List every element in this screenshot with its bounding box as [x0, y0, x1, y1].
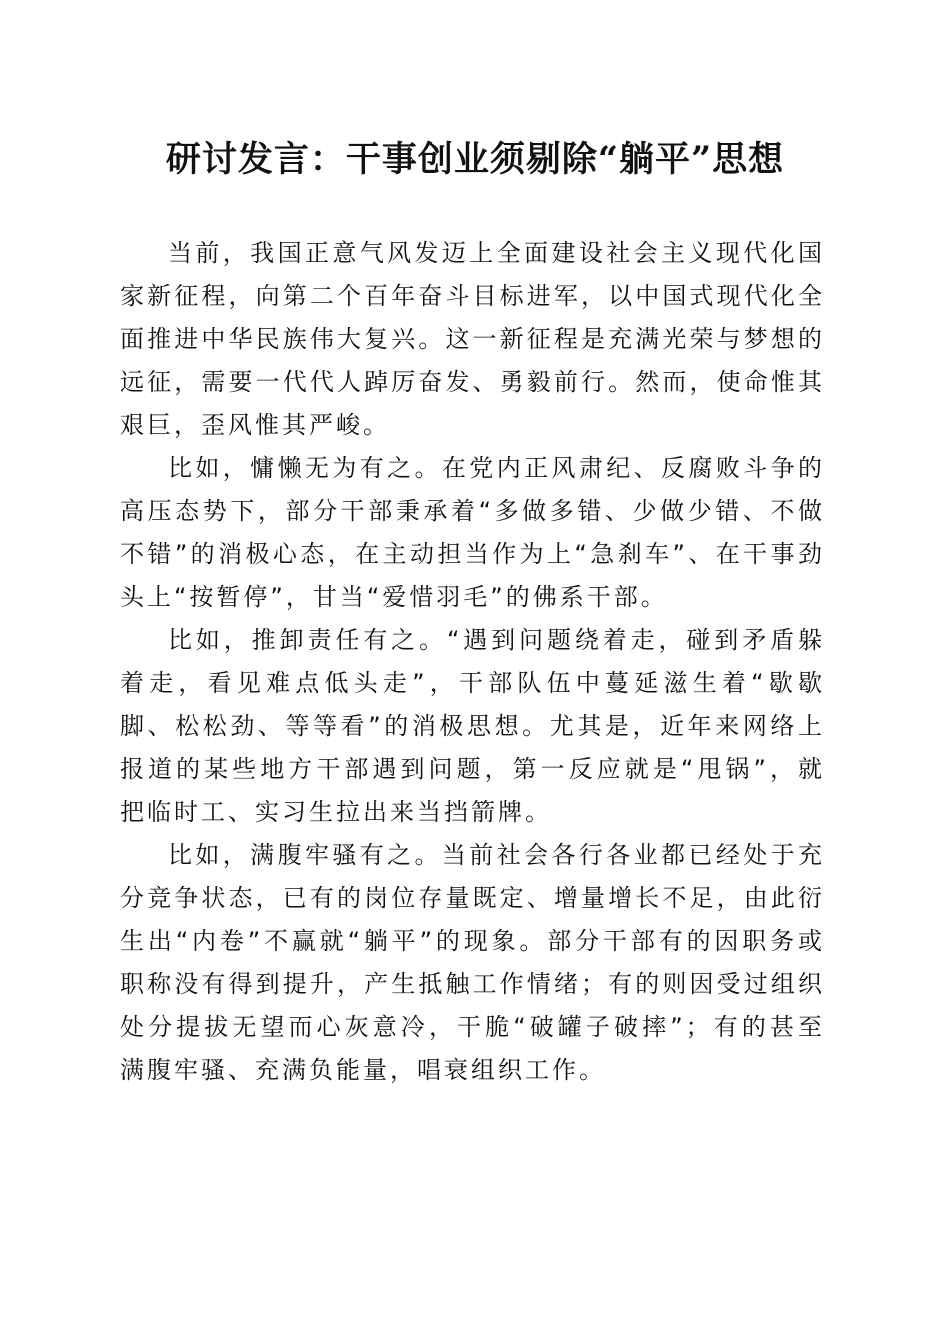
document-title: 研讨发言：干事创业须剔除“躺平”思想: [165, 139, 785, 180]
document-body: [120, 232, 825, 1092]
paragraph-lazy-inaction: 比如，慵懒无为有之。在党内正风肃纪、反腐败斗争的高压态势下，部分干部秉承着“多做多错、少做少错、不做不错”的消极心态，在主动担当作为上“急刹车”、在干事劲头上“按暂停”，甘当“爱惜羽毛”的佛系干部。: [120, 454, 825, 611]
paragraph-complaints: 比如，满腹牢骚有之。当前社会各行各业都已经处于充分竞争状态，已有的岗位存量既定、增量增长不足，由此衍生出“内卷”不赢就“躺平”的现象。部分干部有的因职务或职称没有得到提升，产生抵触工作情绪；有的则因受过组织处分提拔无望而心灰意冷，干脆“破罐子破摔”；有的甚至满腹牢骚、充满负能量，唱衰组织工作。: [120, 841, 825, 1084]
paragraph-shirking-responsibility: 比如，推卸责任有之。“遇到问题绕着走，碰到矛盾躲着走，看见难点低头走”，干部队伍中蔓延滋生着“歇歇脚、松松劲、等等看”的消极思想。尤其是，近年来网络上报道的某些地方干部遇到问题，第一反应就是“甩锅”，就把临时工、实习生拉出来当挡箭牌。: [120, 626, 825, 826]
paragraph-intro: 当前，我国正意气风发迈上全面建设社会主义现代化国家新征程，向第二个百年奋斗目标进军，以中国式现代化全面推进中华民族伟大复兴。这一新征程是充满光荣与梦想的远征，需要一代代人踔厉奋发、勇毅前行。然而，使命惟其艰巨，歪风惟其严峻。: [120, 239, 825, 439]
